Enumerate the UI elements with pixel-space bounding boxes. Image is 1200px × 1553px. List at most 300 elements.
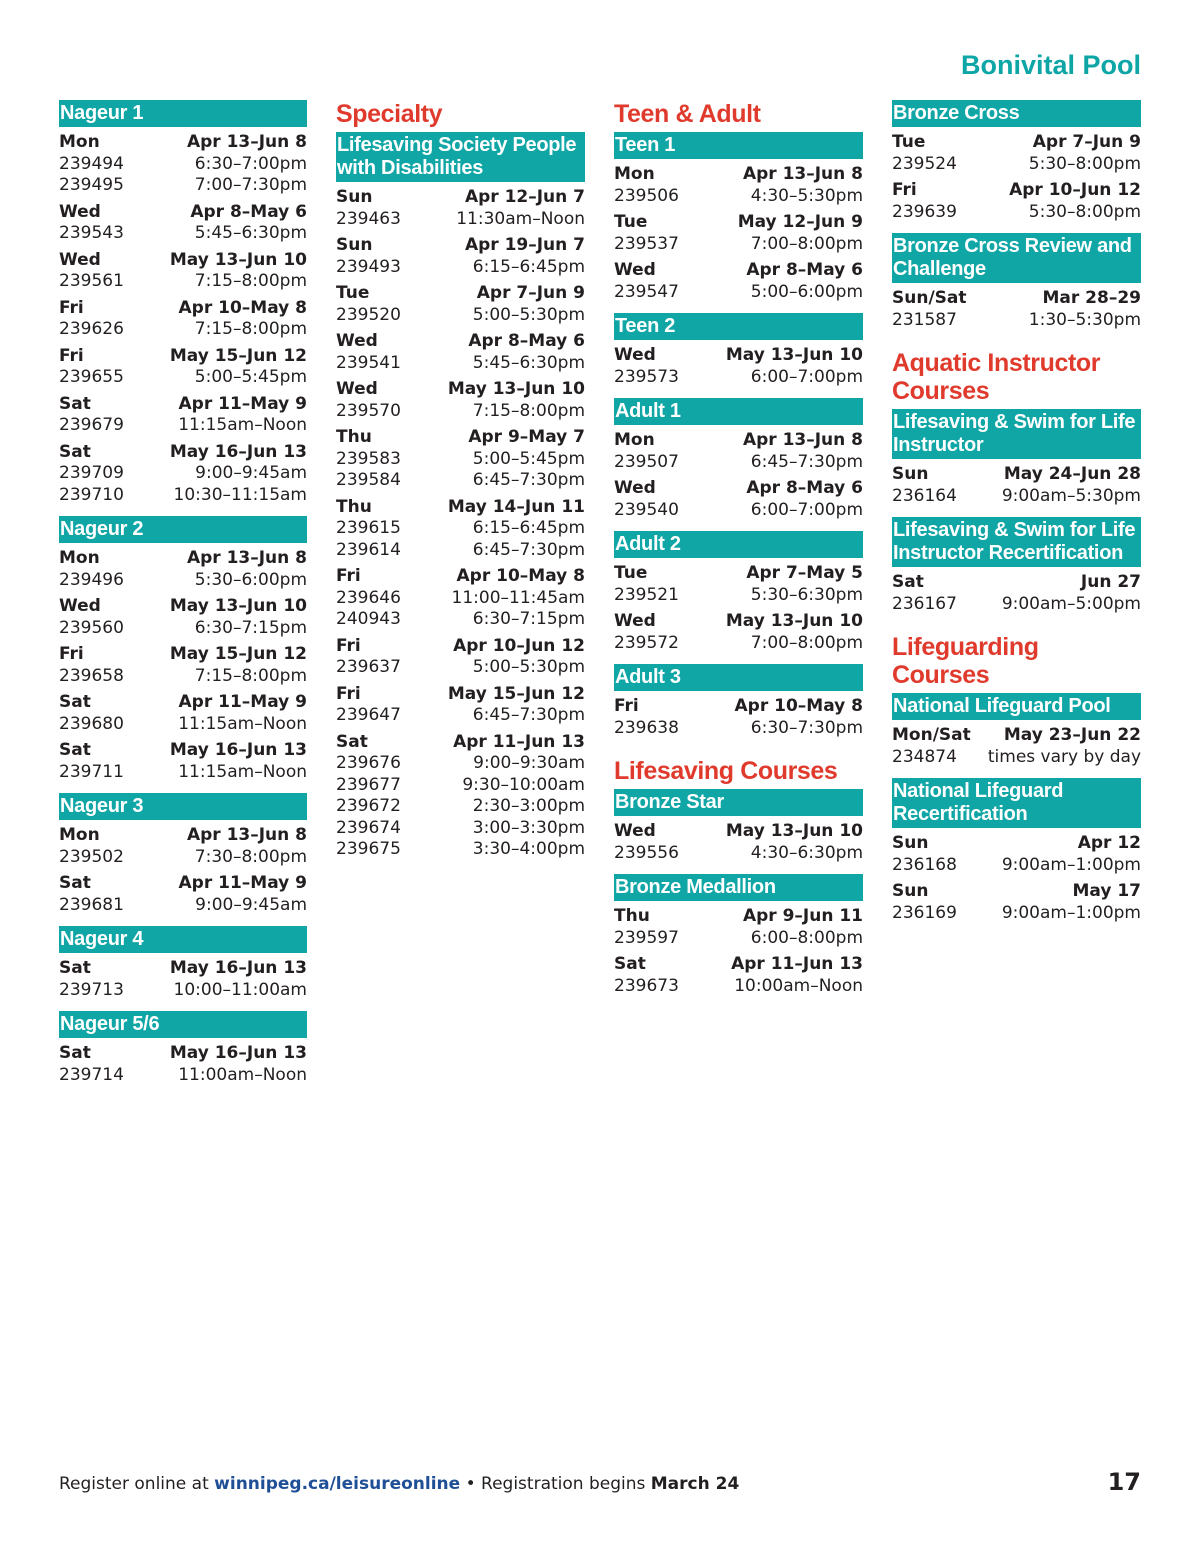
session-row [614, 718, 863, 740]
course-group [892, 778, 1141, 924]
course-code[interactable]: 239463 [336, 208, 401, 229]
date-range: Apr 13–Jun 8 [742, 164, 863, 184]
date-range: Apr 11–May 9 [178, 873, 307, 893]
session-row [892, 594, 1141, 616]
day-row [336, 331, 585, 353]
date-range: Apr 11–Jun 13 [453, 731, 585, 752]
day-label: Thu [336, 427, 372, 447]
course-code[interactable]: 239626 [59, 319, 124, 339]
course-code[interactable]: 239547 [614, 281, 679, 302]
course-group [59, 793, 307, 916]
session-time: 5:30–6:30pm [750, 584, 863, 605]
course-code[interactable]: 239556 [614, 842, 679, 863]
schedule-entry [59, 740, 307, 783]
session-time: 9:00am–1:00pm [1001, 854, 1141, 875]
date-range: Apr 9–Jun 11 [742, 906, 863, 926]
day-label: Fri [336, 566, 361, 586]
session-row [59, 570, 307, 592]
date-range: Apr 8–May 6 [190, 201, 307, 222]
course-code[interactable]: 239496 [59, 569, 124, 590]
day-row [59, 958, 307, 980]
course-header: Teen 2 [614, 313, 863, 340]
day-label: Sun/Sat [892, 288, 967, 308]
course-header: Nageur 3 [59, 793, 307, 820]
course-code[interactable]: 239647 [336, 705, 401, 725]
schedule-entry [614, 212, 863, 255]
course-code[interactable]: 239583 [336, 448, 401, 469]
course-code[interactable]: 239506 [614, 185, 679, 206]
session-time: 7:00–8:00pm [750, 233, 863, 254]
schedule-entry [59, 250, 307, 293]
schedule-entry [892, 725, 1141, 768]
course-code[interactable]: 239672 [336, 796, 401, 816]
schedule-entry [892, 572, 1141, 615]
day-label: Mon [59, 548, 100, 568]
schedule-entry [614, 164, 863, 207]
schedule-entry [892, 881, 1141, 924]
date-range: Apr 12 [1077, 833, 1141, 853]
session-time: 6:00–7:00pm [750, 499, 863, 520]
day-row [59, 394, 307, 416]
session-row [336, 401, 585, 423]
session-time: 5:45–6:30pm [194, 223, 307, 243]
day-row [59, 740, 307, 762]
session-row [614, 186, 863, 208]
column-1 [59, 100, 307, 1096]
course-code[interactable]: 239614 [336, 539, 401, 560]
course-code[interactable]: 239675 [336, 839, 401, 859]
schedule-entry [892, 464, 1141, 507]
course-group [59, 1011, 307, 1086]
date-range: May 15–Jun 12 [169, 644, 307, 664]
session-row [892, 855, 1141, 877]
day-label: Wed [336, 331, 378, 351]
course-code[interactable]: 239537 [614, 233, 679, 254]
day-label: Fri [59, 297, 84, 318]
day-row [614, 696, 863, 718]
course-header: Adult 1 [614, 398, 863, 425]
date-range: Apr 10–Jun 12 [453, 635, 585, 656]
session-row [336, 753, 585, 775]
day-row [336, 283, 585, 305]
date-range: Apr 7–May 5 [746, 563, 863, 583]
date-range: Jun 27 [1080, 572, 1141, 592]
session-row [614, 367, 863, 389]
course-header: Nageur 4 [59, 926, 307, 953]
course-code[interactable]: 239561 [59, 271, 124, 291]
day-label: Wed [614, 478, 656, 498]
session-row [614, 452, 863, 474]
session-time: 5:30–6:00pm [194, 569, 307, 590]
schedule-entry [59, 596, 307, 639]
course-code[interactable]: 239676 [336, 753, 401, 773]
session-time: 5:00–5:45pm [472, 448, 585, 469]
date-range: Apr 8–May 6 [746, 260, 863, 280]
session-row [336, 839, 585, 861]
course-code[interactable]: 239646 [336, 587, 401, 608]
course-code[interactable]: 239713 [59, 979, 124, 1000]
session-time: 6:00–8:00pm [750, 927, 863, 948]
schedule-entry [892, 833, 1141, 876]
schedule-entry [59, 958, 307, 1001]
course-header: National Lifeguard Pool [892, 693, 1141, 720]
course-code[interactable]: 239638 [614, 717, 679, 738]
date-range: May 13–Jun 10 [169, 596, 307, 616]
course-group [614, 531, 863, 654]
session-row [892, 486, 1141, 508]
day-row [892, 881, 1141, 903]
course-code[interactable]: 239573 [614, 366, 679, 387]
course-group [614, 874, 863, 997]
day-label: Thu [614, 906, 650, 926]
course-code[interactable]: 231587 [892, 309, 957, 330]
course-code[interactable]: 239639 [892, 201, 957, 222]
session-row [614, 585, 863, 607]
session-time: 7:30–8:00pm [194, 846, 307, 867]
day-label: Sun [892, 464, 929, 484]
date-range: Apr 8–May 6 [468, 331, 585, 351]
page-number: 17 [1107, 1468, 1141, 1496]
footer-middle: • Registration begins [460, 1474, 651, 1494]
course-code[interactable]: 239560 [59, 617, 124, 638]
session-row [59, 415, 307, 437]
session-row [59, 154, 307, 176]
day-label: Fri [892, 180, 917, 200]
day-row [336, 187, 585, 209]
session-row [614, 234, 863, 256]
day-label: Sat [59, 393, 91, 414]
day-label: Sat [892, 572, 924, 592]
day-label: Mon/Sat [892, 725, 971, 745]
session-time: 9:00–9:45am [195, 894, 307, 915]
day-label: Wed [614, 611, 656, 631]
date-range: Apr 13–Jun 8 [742, 430, 863, 450]
day-label: Wed [59, 201, 101, 222]
session-time: 10:00–11:00am [173, 979, 307, 1000]
date-range: Apr 11–May 9 [178, 393, 307, 414]
day-row [614, 611, 863, 633]
footer-link[interactable]: winnipeg.ca/leisureonline [214, 1474, 461, 1494]
course-group [892, 409, 1141, 507]
session-row [614, 282, 863, 304]
course-code[interactable]: 239572 [614, 632, 679, 653]
course-code[interactable]: 239494 [59, 153, 124, 174]
day-row [892, 464, 1141, 486]
session-time: 5:45–6:30pm [472, 352, 585, 373]
course-code[interactable]: 239541 [336, 352, 401, 373]
session-row [59, 485, 307, 507]
day-label: Fri [336, 635, 361, 656]
session-row [336, 588, 585, 610]
course-code[interactable]: 239710 [59, 484, 124, 505]
course-header: Nageur 1 [59, 100, 307, 127]
date-range: May 16–Jun 13 [169, 740, 307, 760]
course-code[interactable]: 239615 [336, 518, 401, 538]
schedule-entry [59, 442, 307, 507]
day-row [59, 596, 307, 618]
section-title: Teen & Adult [614, 100, 761, 128]
day-label: Mon [614, 430, 655, 450]
session-row [892, 903, 1141, 925]
session-time: 9:00am–1:00pm [1001, 902, 1141, 923]
course-header: National Lifeguard Recertification [892, 778, 1141, 828]
course-code[interactable]: 239495 [59, 175, 124, 195]
day-row [892, 180, 1141, 202]
day-row [59, 202, 307, 224]
course-code[interactable]: 236164 [892, 485, 957, 506]
session-time: 5:00–5:45pm [194, 367, 307, 387]
session-time: 6:15–6:45pm [472, 256, 585, 277]
schedule-entry [892, 132, 1141, 175]
session-time: times vary by day [987, 746, 1141, 767]
session-time: 6:45–7:30pm [472, 470, 585, 490]
date-range: Apr 10–May 8 [178, 297, 307, 318]
schedule-entry [59, 132, 307, 197]
schedule-entry [336, 379, 585, 422]
day-row [614, 906, 863, 928]
day-row [892, 132, 1141, 154]
session-time: 5:30–8:00pm [1028, 201, 1141, 222]
date-range: Apr 12–Jun 7 [464, 187, 585, 207]
day-label: Tue [614, 212, 648, 232]
day-label: Sat [59, 740, 91, 760]
day-row [336, 235, 585, 257]
course-code[interactable]: 239584 [336, 470, 401, 490]
session-row [336, 518, 585, 540]
session-time: 5:00–5:30pm [472, 657, 585, 677]
course-group [614, 132, 863, 303]
session-time: 10:30–11:15am [173, 484, 307, 505]
day-label: Tue [892, 132, 926, 152]
session-row [336, 209, 585, 231]
course-code[interactable]: 236168 [892, 854, 957, 875]
day-label: Sun [892, 833, 929, 853]
course-code[interactable]: 239709 [59, 463, 124, 483]
day-row [614, 821, 863, 843]
day-label: Sat [336, 731, 368, 752]
day-row [614, 212, 863, 234]
date-range: May 15–Jun 12 [169, 345, 307, 366]
course-code[interactable]: 239502 [59, 846, 124, 867]
day-row [59, 250, 307, 272]
session-row [336, 609, 585, 631]
session-row [59, 666, 307, 688]
schedule-entry [59, 298, 307, 341]
day-row [59, 298, 307, 320]
schedule-entry [336, 497, 585, 562]
day-label: Fri [336, 683, 361, 704]
day-label: Mon [59, 825, 100, 845]
day-row [59, 132, 307, 154]
session-time: 9:00am–5:30pm [1001, 485, 1141, 506]
course-header: Nageur 5/6 [59, 1011, 307, 1038]
section-title: Lifeguarding Courses [892, 633, 1039, 689]
schedule-entry [336, 331, 585, 374]
session-time: 5:00–6:00pm [750, 281, 863, 302]
pool-title: Bonivital Pool [960, 50, 1141, 80]
course-code[interactable]: 239520 [336, 304, 401, 325]
course-group [614, 789, 863, 864]
date-range: Apr 13–Jun 8 [186, 825, 307, 845]
date-range: Mar 28–29 [1042, 288, 1141, 308]
session-row [59, 618, 307, 640]
day-row [892, 725, 1141, 747]
session-row [336, 449, 585, 471]
date-range: Apr 11–Jun 13 [731, 954, 863, 974]
date-range: May 13–Jun 10 [725, 821, 863, 841]
session-time: 6:15–6:45pm [472, 518, 585, 538]
day-label: Sat [614, 954, 646, 974]
date-range: May 16–Jun 13 [169, 1043, 307, 1063]
session-row [336, 796, 585, 818]
session-time: 9:00–9:45am [195, 463, 307, 483]
date-range: May 17 [1072, 881, 1141, 901]
session-row [59, 463, 307, 485]
course-code[interactable]: 239681 [59, 894, 124, 915]
schedule-entry [59, 394, 307, 437]
course-code[interactable]: 236167 [892, 593, 957, 614]
course-code[interactable]: 239714 [59, 1064, 124, 1085]
course-group [892, 693, 1141, 768]
session-row [336, 705, 585, 727]
schedule-entry [336, 283, 585, 326]
session-time: 5:30–8:00pm [1028, 153, 1141, 174]
session-time: 5:00–5:30pm [472, 304, 585, 325]
day-label: Sat [59, 873, 91, 893]
course-code[interactable]: 239674 [336, 817, 401, 838]
session-time: 2:30–3:00pm [472, 796, 585, 816]
course-code[interactable]: 239673 [614, 975, 679, 996]
session-time: 11:15am–Noon [178, 415, 307, 435]
course-header: Bronze Cross [892, 100, 1141, 127]
section-title: Lifesaving Courses [614, 757, 838, 785]
day-row [892, 572, 1141, 594]
course-code[interactable]: 234874 [892, 746, 957, 767]
session-row [336, 775, 585, 797]
session-row [59, 714, 307, 736]
course-code[interactable]: 236169 [892, 902, 957, 923]
session-time: 11:00–11:45am [451, 587, 585, 608]
course-code[interactable]: 239540 [614, 499, 679, 520]
session-time: 7:15–8:00pm [472, 400, 585, 421]
schedule-entry [59, 1043, 307, 1086]
session-row [59, 271, 307, 293]
day-label: Fri [614, 696, 639, 716]
day-row [336, 497, 585, 519]
course-header: Lifesaving & Swim for Life Instructor [892, 409, 1141, 459]
course-code[interactable]: 239570 [336, 400, 401, 421]
day-label: Sat [59, 1043, 91, 1063]
session-row [336, 305, 585, 327]
day-label: Tue [336, 283, 370, 303]
day-label: Sun [892, 881, 929, 901]
course-code[interactable]: 239680 [59, 713, 124, 734]
session-row [59, 223, 307, 245]
course-header: Bronze Medallion [614, 874, 863, 901]
schedule-entry [59, 825, 307, 868]
date-range: May 23–Jun 22 [1003, 725, 1141, 745]
course-header: Lifesaving Society People with Disabilities [336, 132, 585, 182]
date-range: Apr 7–Jun 9 [476, 283, 585, 303]
day-label: Wed [614, 345, 656, 365]
schedule-entry [614, 563, 863, 606]
day-label: Sat [59, 441, 91, 462]
course-code[interactable]: 239637 [336, 657, 401, 677]
day-label: Mon [614, 164, 655, 184]
session-time: 11:15am–Noon [178, 761, 307, 782]
session-time: 7:15–8:00pm [194, 271, 307, 291]
session-row [59, 980, 307, 1002]
day-row [59, 644, 307, 666]
column-4 [892, 100, 1141, 934]
footer-date: March 24 [650, 1474, 740, 1494]
course-code[interactable]: 239677 [336, 774, 401, 795]
course-group [336, 132, 585, 861]
date-range: May 16–Jun 13 [169, 441, 307, 462]
course-group [614, 398, 863, 521]
schedule-entry [614, 260, 863, 303]
day-row [59, 825, 307, 847]
schedule-entry [614, 478, 863, 521]
course-code[interactable]: 239543 [59, 223, 124, 243]
day-label: Wed [59, 596, 101, 616]
course-code[interactable]: 239658 [59, 665, 124, 686]
course-header: Bronze Star [614, 789, 863, 816]
schedule-entry [614, 611, 863, 654]
session-row [59, 762, 307, 784]
course-code[interactable]: 239521 [614, 584, 679, 605]
course-code[interactable]: 239493 [336, 256, 401, 277]
session-row [336, 353, 585, 375]
day-row [59, 1043, 307, 1065]
day-row [59, 442, 307, 464]
course-code[interactable]: 239655 [59, 367, 124, 387]
course-code[interactable]: 239524 [892, 153, 957, 174]
course-code[interactable]: 239507 [614, 451, 679, 472]
session-row [336, 657, 585, 679]
course-header: Lifesaving & Swim for Life Instructor Recertification [892, 517, 1141, 567]
date-range: May 13–Jun 10 [725, 345, 863, 365]
day-label: Wed [59, 249, 101, 270]
course-code[interactable]: 240943 [336, 609, 401, 629]
course-code[interactable]: 239711 [59, 761, 124, 782]
day-row [892, 288, 1141, 310]
date-range: May 15–Jun 12 [447, 683, 585, 704]
schedule-entry [892, 288, 1141, 331]
day-label: Tue [614, 563, 648, 583]
session-row [59, 895, 307, 917]
session-time: 11:00am–Noon [178, 1064, 307, 1085]
session-row [336, 818, 585, 840]
course-header: Nageur 2 [59, 516, 307, 543]
day-label: Sun [336, 187, 373, 207]
course-group [892, 100, 1141, 223]
course-code[interactable]: 239679 [59, 415, 124, 435]
day-row [614, 345, 863, 367]
schedule-entry [59, 644, 307, 687]
footer [59, 1474, 739, 1494]
session-time: 7:15–8:00pm [194, 319, 307, 339]
date-range: May 13–Jun 10 [447, 379, 585, 399]
session-row [892, 747, 1141, 769]
schedule-entry [614, 696, 863, 739]
course-header: Adult 2 [614, 531, 863, 558]
course-group [614, 313, 863, 388]
date-range: Apr 11–May 9 [178, 692, 307, 712]
session-time: 7:00–7:30pm [194, 175, 307, 195]
course-code[interactable]: 239597 [614, 927, 679, 948]
day-row [892, 833, 1141, 855]
